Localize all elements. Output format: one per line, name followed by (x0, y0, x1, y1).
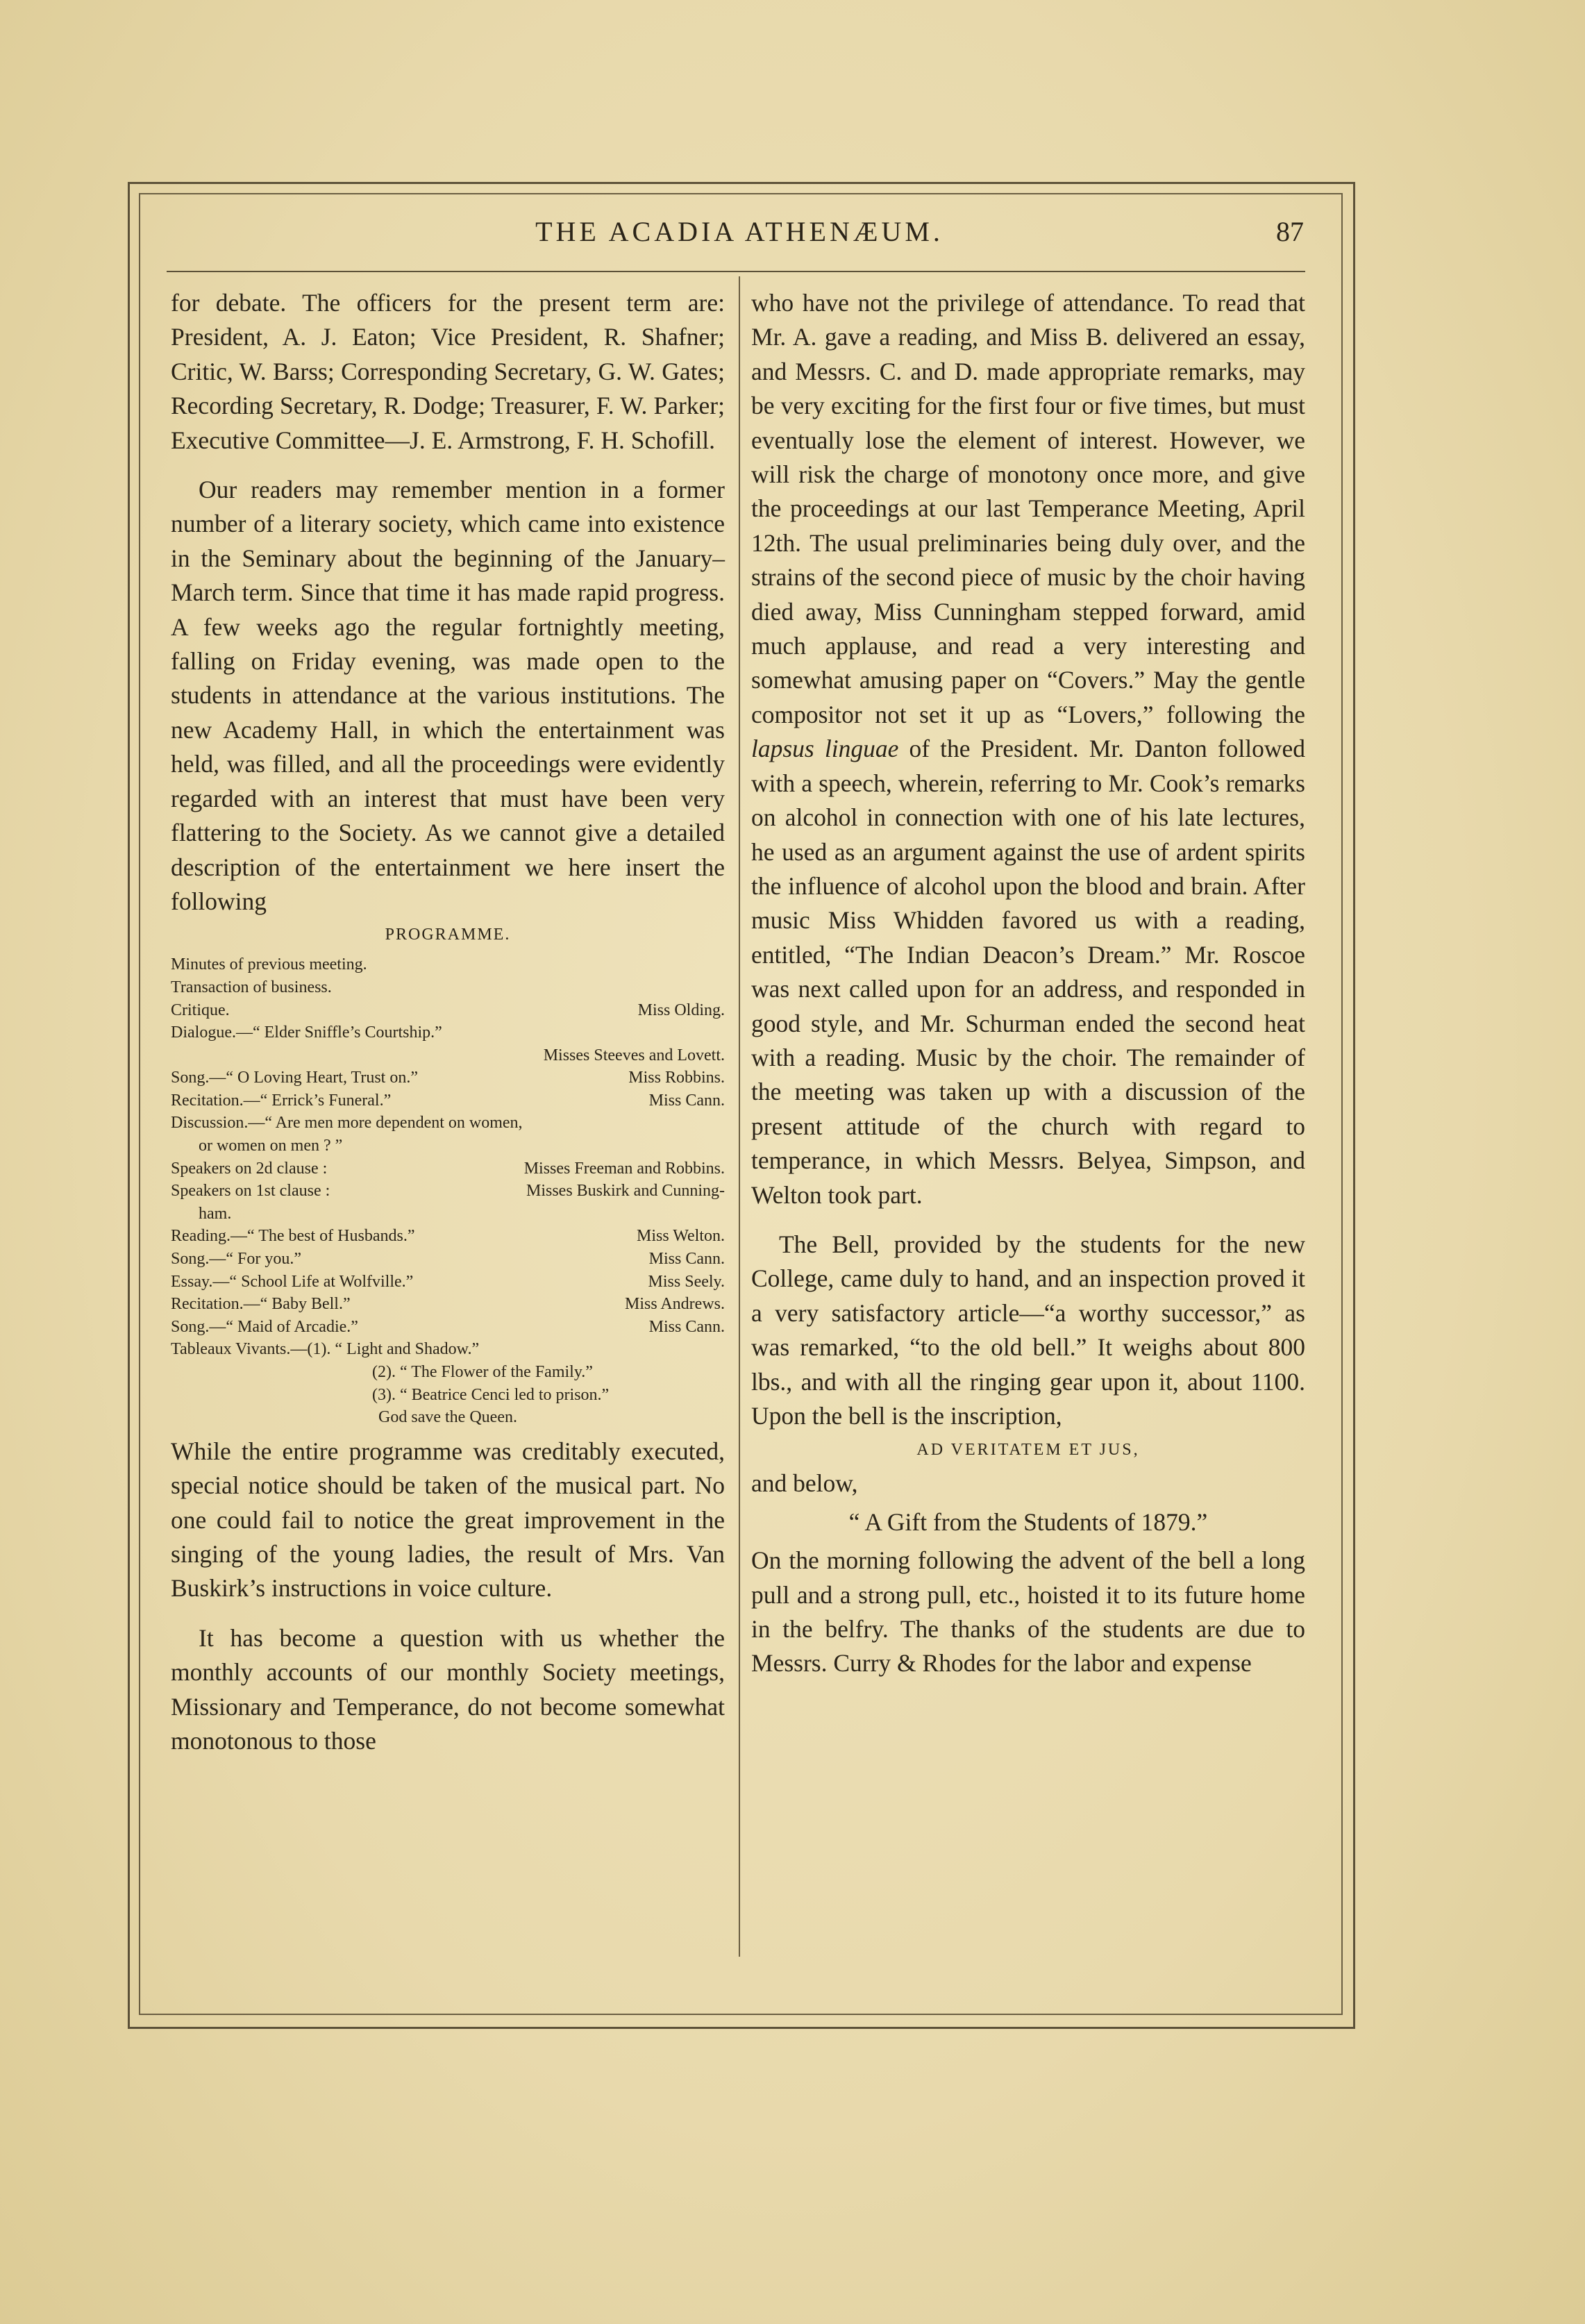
page-number: 87 (1276, 216, 1304, 247)
programme-item: (2). “ The Flower of the Family.” (372, 1363, 593, 1381)
programme-item: Tableaux Vivants.—(1). “ Light and Shadow.” (171, 1340, 480, 1359)
left-column (171, 286, 725, 1758)
programme-item-cont: ham. (199, 1204, 232, 1223)
programme-item: Song.—“ For you.” Miss Cann. (171, 1250, 725, 1269)
header-rule (167, 271, 1305, 272)
programme-item: Speakers on 2d clause : Misses Freeman and Robbins. (171, 1159, 725, 1178)
page-header (139, 215, 1340, 257)
programme-item: Speakers on 1st clause : Misses Buskirk and Cunning- (171, 1182, 725, 1201)
programme-item: Reading.—“ The best of Husbands.” Miss Welton. (171, 1227, 725, 1246)
programme-list (171, 953, 725, 1428)
paragraph-programme-notice: While the entire programme was creditably executed, special notice should be taken of the musical part. No one could fail to notice the great improvement in the singing of the young ladies, the result of Mrs. Van Buskirk’s instructions in voice culture. (171, 1437, 725, 1603)
programme-item-cont: or women on men ? ” (199, 1137, 343, 1155)
programme-item: Song.—“ Maid of Arcadie.” Miss Cann. (171, 1317, 725, 1336)
programme-item: Discussion.—“ Are men more dependent on women, (171, 1114, 523, 1132)
text-and-below: and below, (751, 1469, 858, 1498)
programme-item: Song.—“ O Loving Heart, Trust on.” Miss Robbins. (171, 1069, 725, 1087)
right-column (751, 286, 1305, 1681)
paragraph-monthly-accounts: It has become a question with us whether the monthly accounts of our monthly Society meetings, Missionary and Temperance, do not become somewhat monotonous to those (171, 1623, 725, 1755)
programme-item: Dialogue.—“ Elder Sniffle’s Courtship.” (171, 1023, 442, 1042)
journal-title: THE ACADIA ATHENÆUM. (535, 216, 944, 247)
paragraph-belfry: On the morning following the advent of the bell a long pull and a strong pull, etc., hoisted it to its future home in the belfry. The thanks of the students are due to Messrs. Curry & Rhodes for the labor and expense (751, 1546, 1305, 1678)
column-divider (739, 276, 740, 1957)
programme-item: Critique. Miss Olding. (171, 1001, 725, 1019)
programme-item: Recitation.—“ Errick’s Funeral.” Miss Cann. (171, 1091, 725, 1110)
programme-item: Transaction of business. (171, 978, 332, 996)
bell-gift-line: “ A Gift from the Students of 1879.” (848, 1507, 1208, 1536)
paragraph-bell: The Bell, provided by the students for the new College, came duly to hand, and an inspection proved it a very satisfactory article—“a worthy successor,” as was remarked, “to the old bell.” It weighs about 800 lbs., and with all the ringing gear upon it, about 1100. Upon the bell is the inscription, (751, 1230, 1305, 1430)
programme-item: Essay.—“ School Life at Wolfville.” Miss Seely. (171, 1272, 725, 1291)
paragraph-officers: for debate. The officers for the present term are: President, A. J. Eaton; Vice President, R. Shafner; Critic, W. Barss; Corresponding Secretary, G. W. Gates; Recording Secretary, R. Dodge; Treasurer, F. W. Parker; Executive Committee—J. E. Armstrong, F. H. Schofill. (171, 289, 725, 454)
programme-item: Minutes of previous meeting. (171, 955, 367, 974)
programme-performer: Misses Steeves and Lovett. (543, 1046, 725, 1064)
bell-inscription: AD VERITATEM ET JUS, (916, 1441, 1140, 1460)
italic-phrase: lapsus linguae (751, 735, 899, 763)
programme-item: God save the Queen. (378, 1408, 517, 1427)
programme-item: (3). “ Beatrice Cenci led to prison.” (372, 1385, 610, 1404)
programme-item: Recitation.—“ Baby Bell.” Miss Andrews. (171, 1295, 725, 1314)
programme-title: PROGRAMME. (385, 926, 511, 944)
paragraph-temperance-meeting: who have not the privilege of attendance. To read that Mr. A. gave a reading, and Miss B. delivered an essay, and Messrs. C. and D. made appropriate remarks, may be very exciting for the first four or five times, but must eventually lose the element of interest. However, we will risk the charge of monotony once more, and give the proceedings at our last Temperance Meeting, April 12th. The usual preliminaries being duly over, and the strains of the second piece of music by the choir having died away, Miss Cunningham stepped forward, amid much applause, and read a very interesting and somewhat amusing paper on “Covers.” May the gentle compositor not set it up as “Lovers,” following the lapsus linguae of the President. Mr. Danton followed with a speech, wherein, referring to Mr. Cook’s remarks on alcohol in connection with one of his late lectures, he used as an argument against the use of ardent spirits the influence of alcohol upon the blood and brain. After music Miss Whidden favored us with a reading, entitled, “The Indian Deacon’s Dream.” Mr. Roscoe was next called upon for an address, and responded in good style, and Mr. Schurman ended the second heat with a reading. Music by the choir. The remainder of the meeting was taken up with a discussion of the present attitude of the church with regard to temperance, in which Messrs. Belyea, Simpson, and Welton took part. (751, 289, 1306, 1209)
paragraph-literary-society: Our readers may remember mention in a former number of a literary society, which came into existence in the Seminary about the beginning of the January–March term. Since that time it has made rapid progress. A few weeks ago the regular fortnightly meeting, falling on Friday evening, was made open to the students in attendance at the various institutions. The new Academy Hall, in which the entertainment was held, was filled, and all the proceedings were evidently regarded with an interest that must have been very flattering to the Society. As we cannot give a detailed description of the entertainment we here insert the following (171, 476, 725, 915)
